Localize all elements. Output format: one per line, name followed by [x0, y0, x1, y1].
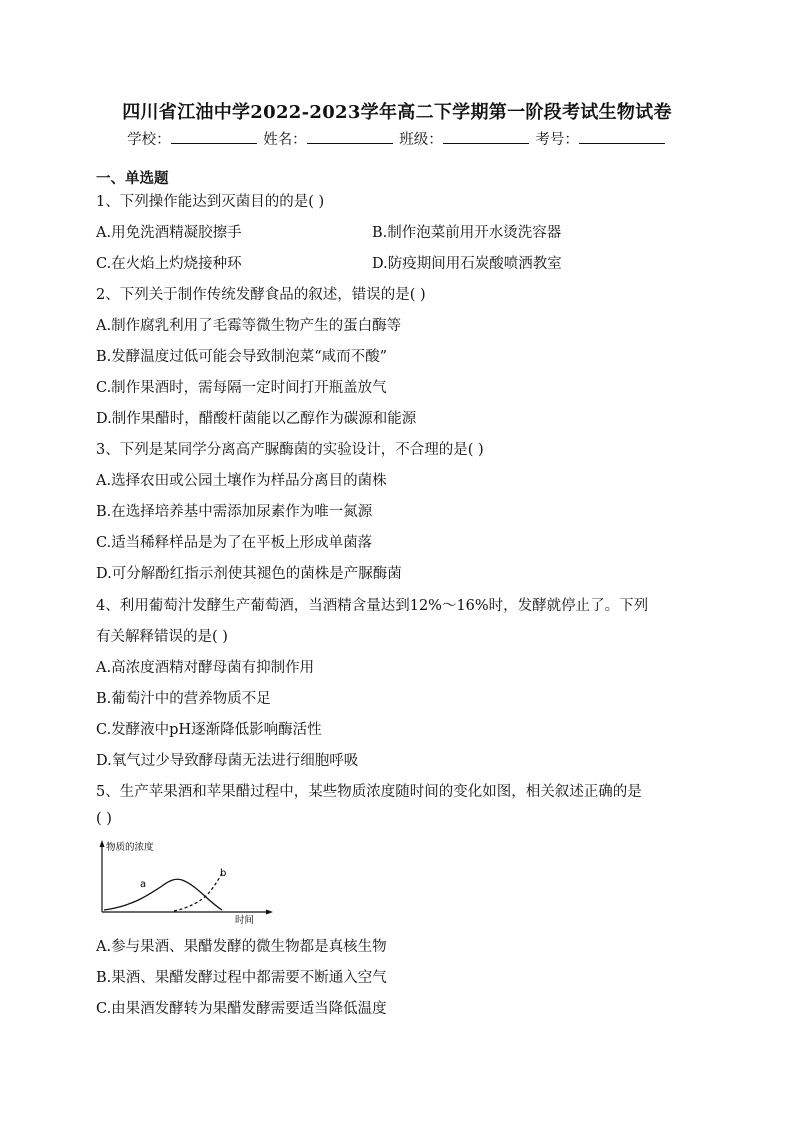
class-label: 班级： — [399, 132, 443, 148]
question-1-option-b: B.制作泡菜前用开水烫洗容器 — [372, 225, 562, 241]
question-4-option-b: B.葡萄汁中的营养物质不足 — [96, 691, 271, 707]
question-5-option-a: A.参与果酒、果醋发酵的微生物都是真核生物 — [96, 939, 387, 955]
x-axis-label: 时间 — [235, 915, 255, 926]
question-2-stem: 2、下列关于制作传统发酵食品的叙述，错误的是( ) — [96, 287, 426, 303]
x-axis-arrow — [266, 910, 273, 915]
question-4-stem-line1: 4、利用葡萄汁发酵生产葡萄酒，当酒精含量达到12%～16%时，发酵就停止了。下列 — [96, 598, 649, 614]
series-b-label: b — [220, 868, 227, 879]
class-blank[interactable] — [443, 129, 529, 144]
section-title: 一、单选题 — [96, 170, 169, 187]
question-2-option-d: D.制作果醋时，醋酸杆菌能以乙醇作为碳源和能源 — [96, 411, 417, 427]
question-4-option-a: A.高浓度酒精对酵母菌有抑制作用 — [96, 660, 315, 676]
exam-title: 四川省江油中学2022-2023学年高二下学期第一阶段考试生物试卷 — [122, 102, 672, 123]
question-1-option-d: D.防疫期间用石炭酸喷洒教室 — [372, 256, 562, 272]
question-3-stem: 3、下列是某同学分离高产脲酶菌的实验设计，不合理的是( ) — [96, 442, 484, 458]
question-3-option-c: C.适当稀释样品是为了在平板上形成单菌落 — [96, 535, 373, 551]
school-label: 学校： — [127, 132, 171, 148]
question-5-option-c: C.由果酒发酵转为果醋发酵需要适当降低温度 — [96, 1001, 387, 1017]
question-5-stem-line2: ( ) — [96, 811, 112, 827]
question-2-option-a: A.制作腐乳利用了毛霉等微生物产生的蛋白酶等 — [96, 318, 402, 334]
question-1-option-c: C.在火焰上灼烧接种环 — [96, 256, 242, 272]
question-4-option-c: C.发酵液中pH逐渐降低影响酶活性 — [96, 722, 322, 738]
series-a-label: a — [140, 879, 147, 890]
question-5-option-b: B.果酒、果醋发酵过程中都需要不断通入空气 — [96, 970, 387, 986]
question-3-option-a: A.选择农田或公园土壤作为样品分离目的菌株 — [96, 473, 387, 489]
student-info-row — [0, 128, 794, 149]
number-label: 考号： — [535, 132, 579, 148]
question-4-stem-line2: 有关解释错误的是( ) — [96, 629, 228, 645]
question-5-stem-line1: 5、生产苹果酒和苹果醋过程中，某些物质浓度随时间的变化如图，相关叙述正确的是 — [96, 784, 642, 800]
question-3-option-b: B.在选择培养基中需添加尿素作为唯一氮源 — [96, 504, 373, 520]
name-blank[interactable] — [307, 129, 393, 144]
name-label: 姓名： — [263, 132, 307, 148]
question-1-option-a: A.用免洗酒精凝胶擦手 — [96, 225, 242, 241]
question-4-option-d: D.氧气过少导致酵母菌无法进行细胞呼吸 — [96, 753, 359, 769]
series-a-curve — [104, 879, 222, 910]
question-3-option-d: D.可分解酚红指示剂使其褪色的菌株是产脲酶菌 — [96, 566, 402, 582]
school-blank[interactable] — [171, 129, 257, 144]
concentration-time-chart — [92, 838, 282, 926]
y-axis-label: 物质的浓度 — [106, 842, 154, 853]
y-axis-arrow — [100, 840, 105, 847]
question-2-option-b: B.发酵温度过低可能会导致制泡菜“咸而不酸” — [96, 349, 388, 365]
question-2-option-c: C.制作果酒时，需每隔一定时间打开瓶盖放气 — [96, 380, 387, 396]
number-blank[interactable] — [579, 129, 665, 144]
question-1-stem: 1、下列操作能达到灭菌目的的是( ) — [96, 194, 325, 210]
